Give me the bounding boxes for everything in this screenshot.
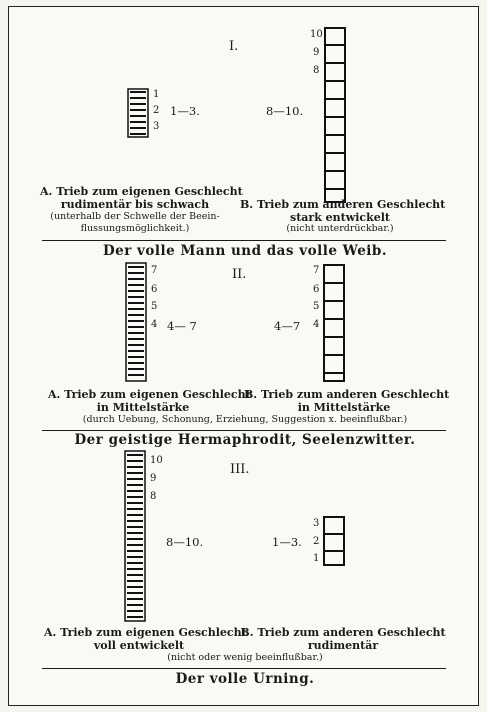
section-iii-a-num-9: 9: [150, 473, 157, 484]
section-ii-caption-b-title: B. Trieb zum anderen Geschlecht: [244, 388, 450, 401]
section-ii-a-num-6: 6: [151, 284, 158, 295]
section-iii-caption-a-title: A. Trieb zum eigenen Geschlecht: [44, 626, 247, 639]
section-iii-b-num-3: 3: [313, 518, 320, 529]
section-iii-a-num-10: 10: [150, 455, 163, 466]
section-ii-b-num-5: 5: [313, 301, 320, 312]
section-ii-heading: Der geistige Hermaphrodit, Seelenzwitter.: [74, 432, 416, 448]
section-i-caption-b-line2: stark entwickelt: [290, 211, 390, 224]
section-i-heading: Der volle Mann und das volle Weib.: [102, 243, 388, 259]
section-iii-b-num-1: 1: [313, 553, 320, 564]
section-i-a-num-1: 1: [153, 89, 160, 100]
section-i-caption-a-line3: (unterhalb der Schwelle der Beein-: [50, 211, 220, 222]
section-ii-scale-b: [322, 262, 346, 384]
section-iii-caption-a-line2: voll entwickelt: [93, 639, 185, 652]
section-ii-rule: [42, 430, 446, 431]
section-i-caption-a-title: A. Trieb zum eigenen Geschlecht: [40, 185, 243, 198]
section-iii-label: III.: [230, 462, 250, 477]
section-ii-a-range: 4— 7: [167, 319, 197, 333]
section-ii-b-num-4: 4: [313, 319, 320, 330]
section-ii-a-num-4: 4: [151, 319, 158, 330]
section-i-b-num-9: 9: [313, 47, 320, 58]
section-iii-scale-a: [124, 450, 146, 622]
section-iii-scale-b: [322, 514, 346, 568]
page-frame: [8, 6, 479, 706]
section-ii-caption-a-title: A. Trieb zum eigenen Geschlecht: [48, 388, 251, 401]
section-ii-scale-a: [125, 262, 147, 382]
section-i-a-num-3: 3: [153, 121, 160, 132]
section-ii-caption-a-line2: in Mittelstärke: [96, 401, 190, 414]
section-ii-caption-b-line2: in Mittelstärke: [297, 401, 391, 414]
section-i-b-range: 8—10.: [266, 104, 304, 118]
section-iii-caption-common: (nicht oder wenig beeinflußbar.): [167, 652, 323, 663]
section-iii-b-range: 1—3.: [272, 535, 302, 549]
section-i-caption-a-line2: rudimentär bis schwach: [60, 198, 210, 211]
section-i-b-num-8: 8: [313, 65, 320, 76]
section-iii-a-range: 8—10.: [166, 535, 204, 549]
section-i-rule: [42, 240, 446, 241]
section-i-scale-a: [127, 88, 149, 138]
section-iii-b-num-2: 2: [313, 536, 320, 547]
section-iii-rule: [42, 668, 446, 669]
section-i-caption-b-line3: (nicht unterdrückbar.): [286, 223, 394, 234]
section-iii-caption-b-title: B. Trieb zum anderen Geschlecht: [240, 626, 446, 639]
section-ii-b-num-7: 7: [313, 265, 320, 276]
section-ii-a-num-7: 7: [151, 265, 158, 276]
section-i-label: I.: [229, 39, 239, 54]
section-iii-a-num-8: 8: [150, 491, 157, 502]
section-i-caption-b-title: B. Trieb zum anderen Geschlecht: [240, 198, 446, 211]
section-ii-a-num-5: 5: [151, 301, 158, 312]
section-ii-b-num-6: 6: [313, 284, 320, 295]
section-ii-caption-common: (durch Uebung, Schonung, Erziehung, Suggestion x. beeinflußbar.): [82, 414, 408, 425]
section-i-a-range: 1—3.: [170, 104, 200, 118]
section-ii-b-range: 4—7: [274, 319, 301, 333]
section-iii-heading: Der volle Urning.: [175, 671, 315, 687]
section-iii-caption-b-line2: rudimentär: [307, 639, 379, 652]
section-i-a-num-2: 2: [153, 105, 160, 116]
section-ii-label: II.: [232, 267, 247, 282]
section-i-scale-b: [323, 25, 347, 205]
section-i-b-num-10: 10: [310, 29, 323, 40]
section-i-caption-a-line4: flussungsmöglichkeit.): [80, 223, 190, 234]
